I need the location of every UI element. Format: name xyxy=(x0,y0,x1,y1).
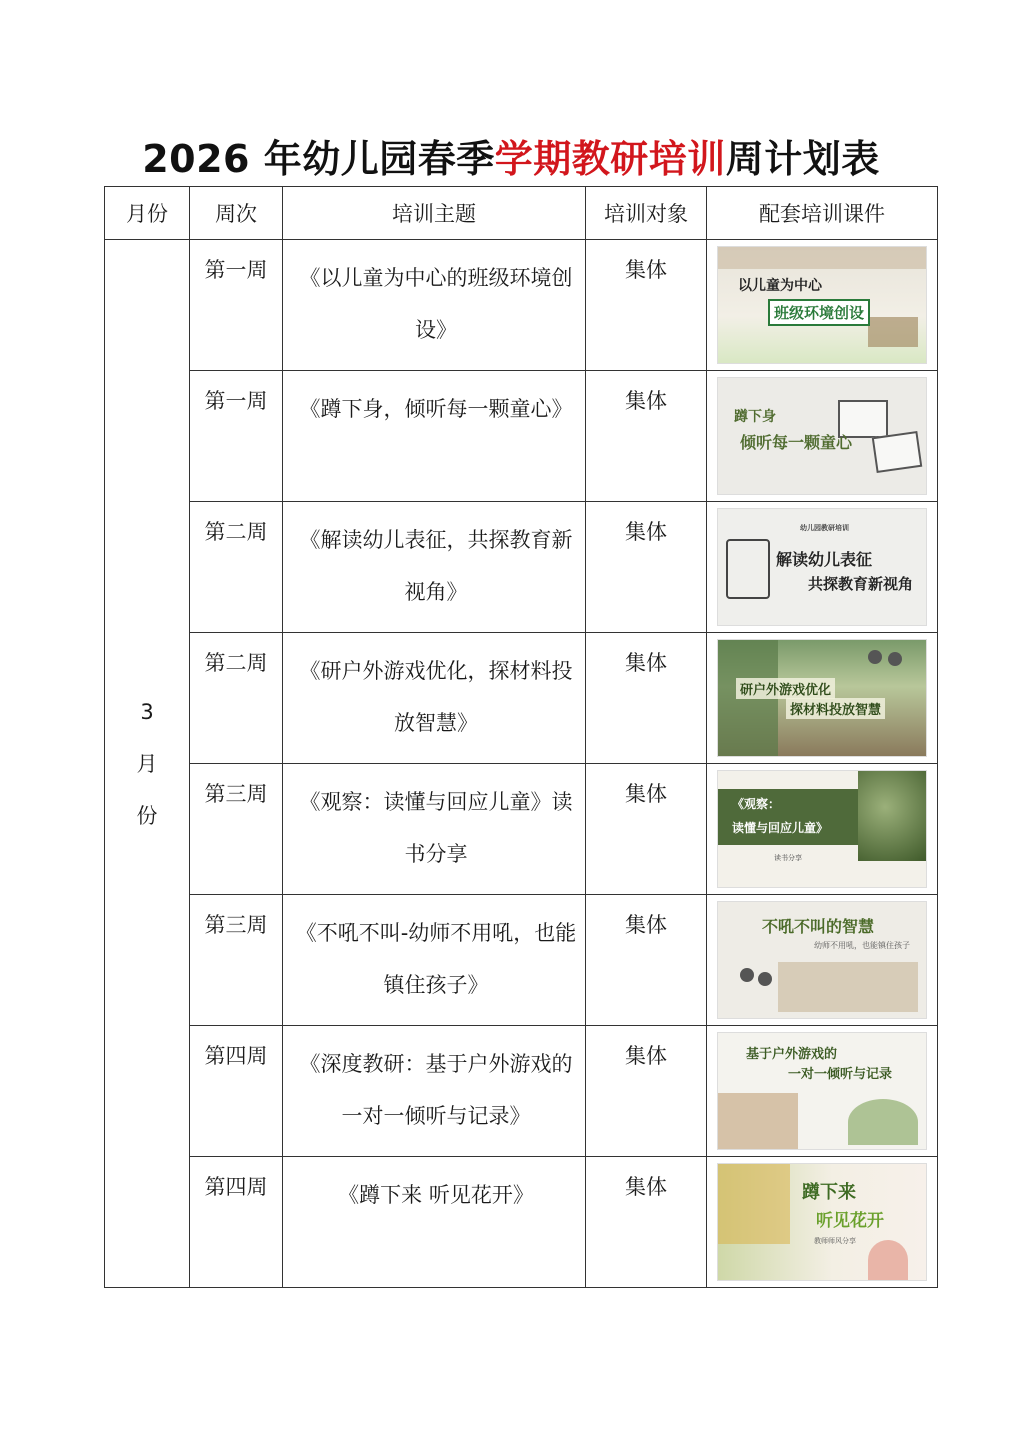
target-cell: 集体 xyxy=(586,1026,707,1157)
title-suffix: 周计划表 xyxy=(725,137,880,181)
week-cell: 第四周 xyxy=(190,1026,283,1157)
thumb-line-2: 班级环境创设 xyxy=(768,299,870,326)
target-cell: 集体 xyxy=(586,633,707,764)
table-row xyxy=(105,502,938,633)
thumb-line-2: 听见花开 xyxy=(816,1211,884,1231)
courseware-cell xyxy=(707,1026,938,1157)
courseware-cell xyxy=(707,895,938,1026)
target-cell: 集体 xyxy=(586,1157,707,1288)
thumb-line-1: 《观察： xyxy=(732,797,781,811)
header-week: 周次 xyxy=(190,187,283,240)
thumb-line-2: 倾听每一颗童心 xyxy=(740,433,853,452)
classroom-photo-strip xyxy=(718,247,926,269)
thumb-line-1: 不吼不叫的智慧 xyxy=(762,917,875,936)
doodle-house xyxy=(726,539,770,599)
playground-illustration xyxy=(718,1093,798,1149)
thumb-line-1: 蹲下来 xyxy=(802,1182,856,1203)
header-courseware: 配套培训课件 xyxy=(707,187,938,240)
week-cell: 第二周 xyxy=(190,633,283,764)
playground-photo xyxy=(718,1164,790,1244)
header-topic: 培训主题 xyxy=(283,187,586,240)
courseware-thumbnail[interactable] xyxy=(717,1032,927,1150)
table-row xyxy=(105,371,938,502)
header-row xyxy=(105,187,938,240)
title-prefix: 2026 年幼儿园春季 xyxy=(142,137,495,181)
foliage-photo xyxy=(858,771,926,861)
thumb-line-1: 蹲下身 xyxy=(734,409,776,425)
header-month: 月份 xyxy=(105,187,190,240)
courseware-thumbnail[interactable] xyxy=(717,639,927,757)
thumb-line-1: 解读幼儿表征 xyxy=(776,550,873,569)
thumb-line-1: 以儿童为中心 xyxy=(738,278,822,294)
courseware-thumbnail[interactable] xyxy=(717,508,927,626)
kids-drawing-frame xyxy=(872,431,923,473)
target-cell: 集体 xyxy=(586,502,707,633)
week-cell: 第一周 xyxy=(190,371,283,502)
classroom-photo xyxy=(778,962,918,1012)
page-title xyxy=(0,128,1022,183)
table-row xyxy=(105,895,938,1026)
courseware-cell xyxy=(707,764,938,895)
courseware-thumbnail[interactable] xyxy=(717,246,927,364)
target-cell: 集体 xyxy=(586,240,707,371)
kid-figure-icon xyxy=(888,652,902,666)
thumb-line-2: 共探教育新视角 xyxy=(808,575,914,593)
table-row xyxy=(105,1026,938,1157)
thumb-line-2: 探材料投放智慧 xyxy=(786,698,885,719)
target-cell: 集体 xyxy=(586,371,707,502)
topic-cell: 《深度教研：基于户外游戏的一对一倾听与记录》 xyxy=(283,1026,586,1157)
courseware-cell xyxy=(707,240,938,371)
courseware-thumbnail[interactable] xyxy=(717,377,927,495)
thumb-line-2: 读懂与回应儿童》 xyxy=(732,821,829,835)
week-cell: 第四周 xyxy=(190,1157,283,1288)
week-cell: 第三周 xyxy=(190,895,283,1026)
plan-table xyxy=(104,186,938,1288)
topic-cell: 《研户外游戏优化，探材料投放智慧》 xyxy=(283,633,586,764)
table-row xyxy=(105,240,938,371)
courseware-thumbnail[interactable] xyxy=(717,1163,927,1281)
topic-cell: 《蹲下来 听见花开》 xyxy=(283,1157,586,1288)
topic-cell: 《蹲下身，倾听每一颗童心》 xyxy=(283,371,586,502)
table-row xyxy=(105,764,938,895)
courseware-cell xyxy=(707,633,938,764)
courseware-cell xyxy=(707,502,938,633)
header-target: 培训对象 xyxy=(586,187,707,240)
thumb-line-2: 一对一倾听与记录 xyxy=(788,1067,893,1082)
kid-figure-icon xyxy=(740,968,754,982)
teacher-illustration xyxy=(868,1240,908,1280)
topic-cell: 《解读幼儿表征，共探教育新视角》 xyxy=(283,502,586,633)
plant-illustration xyxy=(848,1099,918,1145)
thumb-line-1: 基于户外游戏的 xyxy=(746,1047,838,1062)
topic-cell: 《观察：读懂与回应儿童》读书分享 xyxy=(283,764,586,895)
month-number: 3 xyxy=(140,699,154,724)
target-cell: 集体 xyxy=(586,764,707,895)
title-highlight: 学期教研培训 xyxy=(494,137,726,181)
week-cell: 第三周 xyxy=(190,764,283,895)
table-row xyxy=(105,1157,938,1288)
kid-figure-icon xyxy=(758,972,772,986)
thumb-line-3: 读书分享 xyxy=(774,854,802,862)
table-row xyxy=(105,633,938,764)
week-cell: 第二周 xyxy=(190,502,283,633)
month-char-2: 份 xyxy=(136,803,158,828)
thumb-line-1: 研户外游戏优化 xyxy=(736,678,835,699)
courseware-thumbnail[interactable] xyxy=(717,901,927,1019)
thumb-line-3: 幼儿园教研培训 xyxy=(800,524,849,532)
target-cell: 集体 xyxy=(586,895,707,1026)
courseware-cell xyxy=(707,371,938,502)
kid-figure-icon xyxy=(868,650,882,664)
month-cell xyxy=(105,240,190,1288)
thumb-line-2: 幼师不用吼，也能镇住孩子 xyxy=(814,941,910,950)
thumb-line-3: 教师师风分享 xyxy=(814,1237,856,1245)
topic-cell: 《不吼不叫-幼师不用吼，也能镇住孩子》 xyxy=(283,895,586,1026)
courseware-cell xyxy=(707,1157,938,1288)
week-cell: 第一周 xyxy=(190,240,283,371)
month-char-1: 月 xyxy=(136,751,158,776)
furniture-photo xyxy=(868,317,918,347)
courseware-thumbnail[interactable] xyxy=(717,770,927,888)
topic-cell: 《以儿童为中心的班级环境创设》 xyxy=(283,240,586,371)
